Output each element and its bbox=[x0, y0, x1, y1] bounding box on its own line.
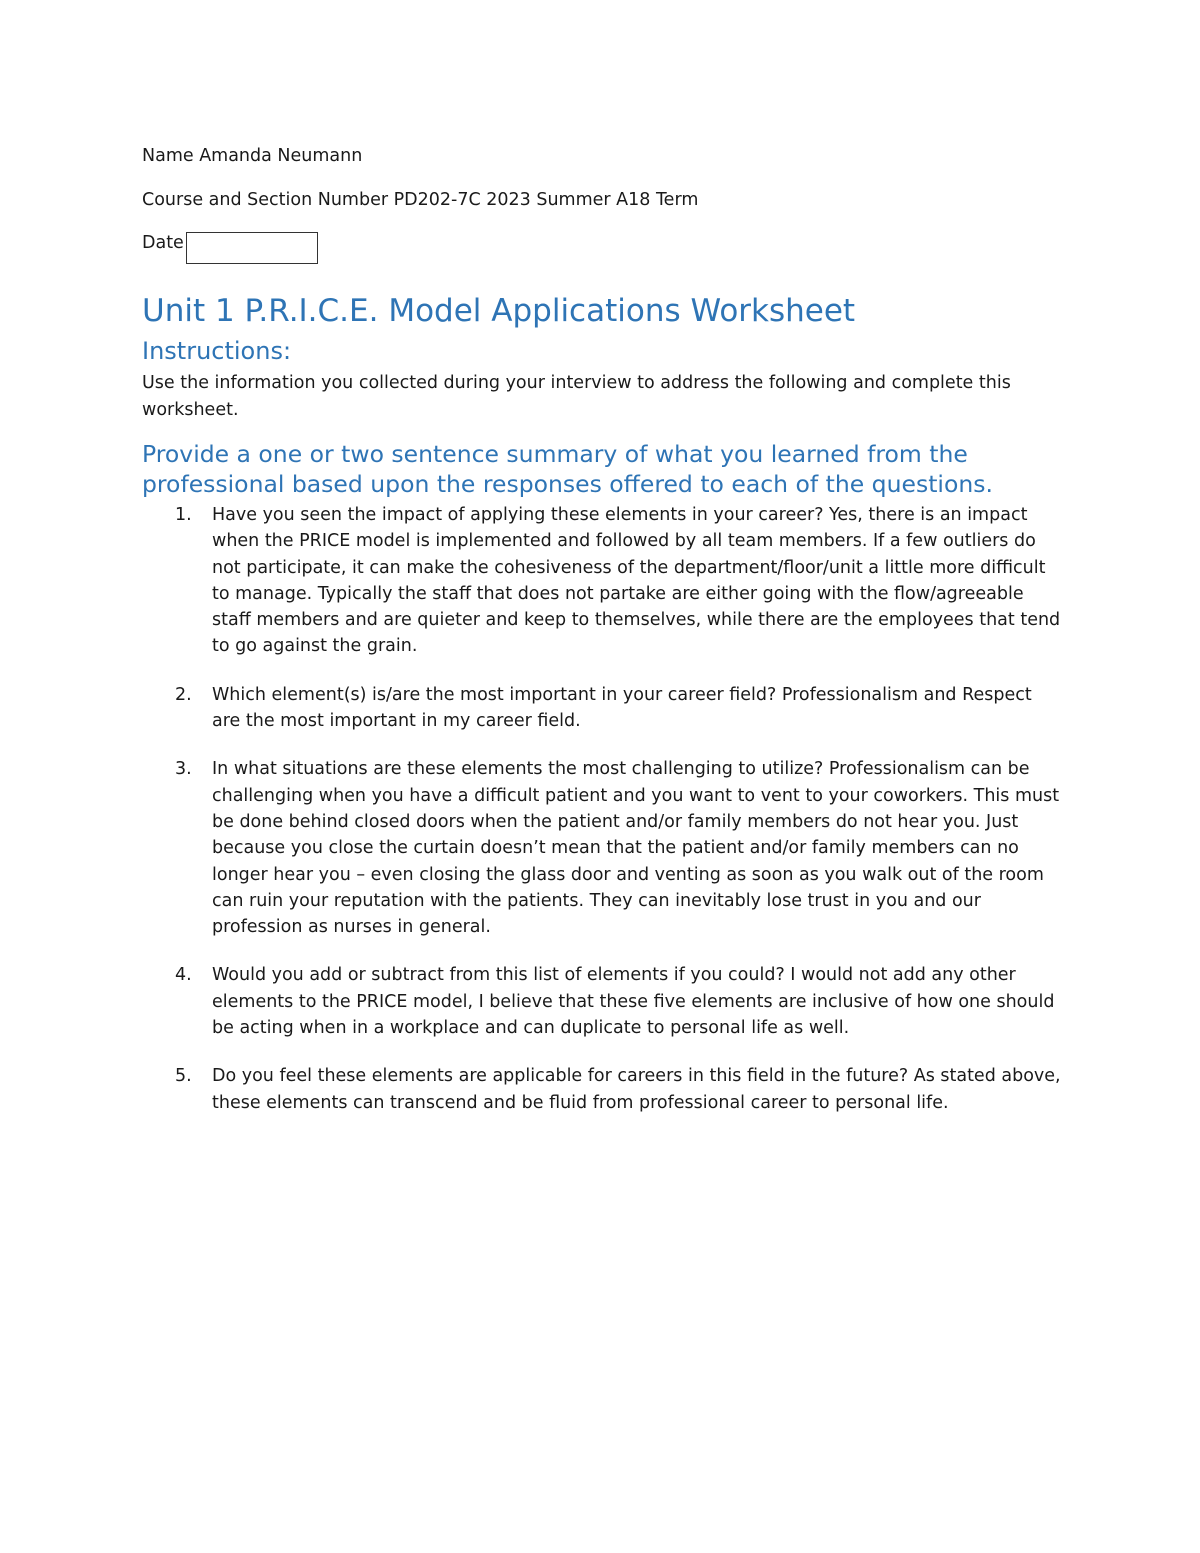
question-item-5 bbox=[175, 1063, 1062, 1116]
question-list bbox=[175, 502, 1062, 1138]
question-item-2 bbox=[175, 682, 1062, 735]
question-item-3 bbox=[175, 756, 1062, 940]
question-number: 2. bbox=[175, 684, 192, 705]
course-section-line: Course and Section Number PD202-7C 2023 Summer A18 Term bbox=[142, 190, 699, 210]
instructions-heading: Instructions: bbox=[142, 337, 292, 365]
date-input-box[interactable] bbox=[186, 232, 318, 264]
name-line: Name Amanda Neumann bbox=[142, 146, 363, 166]
question-number: 5. bbox=[175, 1066, 192, 1087]
question-text: Would you add or subtract from this list of elements if you could? I would not add any other elements to the PRICE model, I believe that these five elements are inclusive of how one should be acting when in a workplace and can duplicate to personal life as well. bbox=[212, 965, 1055, 1039]
worksheet-title: Unit 1 P.R.I.C.E. Model Applications Worksheet bbox=[142, 293, 856, 329]
question-number: 1. bbox=[175, 505, 192, 525]
question-item-1 bbox=[175, 502, 1062, 660]
question-text: Have you seen the impact of applying these elements in your career? Yes, there is an impact when the PRICE model is implemented and followed by all team members. If a few outliers do not participate, it can make the cohesiveness of the department/floor/unit a little more difficult to manage. Typically the staff that does not partake are either going with the flow/agreeable staff members and are quieter and keep to themselves, while there are the employees that tend to go against the grain. bbox=[212, 505, 1061, 657]
date-label: Date bbox=[142, 233, 184, 253]
summary-heading: Provide a one or two sentence summary of what you learned from the professional based upon the responses offered to each of the questions. bbox=[142, 440, 993, 498]
question-text: In what situations are these elements the most challenging to utilize? Professionalism can be challenging when you have a difficult patient and you want to vent to your coworkers. This must be done behind closed doors when the patient and/or family members do not hear you. Just because you close the curtain doesn’t mean that the patient and/or family members can no longer hear you – even closing the glass door and venting as soon as you walk out of the room can ruin your reputation with the patients. They can inevitably lose trust in you and our profession as nurses in general. bbox=[212, 759, 1060, 938]
question-number: 4. bbox=[175, 965, 192, 986]
instructions-text: Use the information you collected during your interview to address the following and complete this worksheet. bbox=[142, 373, 1011, 420]
question-text: Which element(s) is/are the most important in your career field? Professionalism and Respect are the most important in my career field. bbox=[212, 684, 1032, 732]
question-item-4 bbox=[175, 962, 1062, 1041]
question-text: Do you feel these elements are applicable for careers in this field in the future? As stated above, these elements can transcend and be fluid from professional career to personal life. bbox=[212, 1066, 1061, 1113]
question-number: 3. bbox=[175, 759, 192, 780]
